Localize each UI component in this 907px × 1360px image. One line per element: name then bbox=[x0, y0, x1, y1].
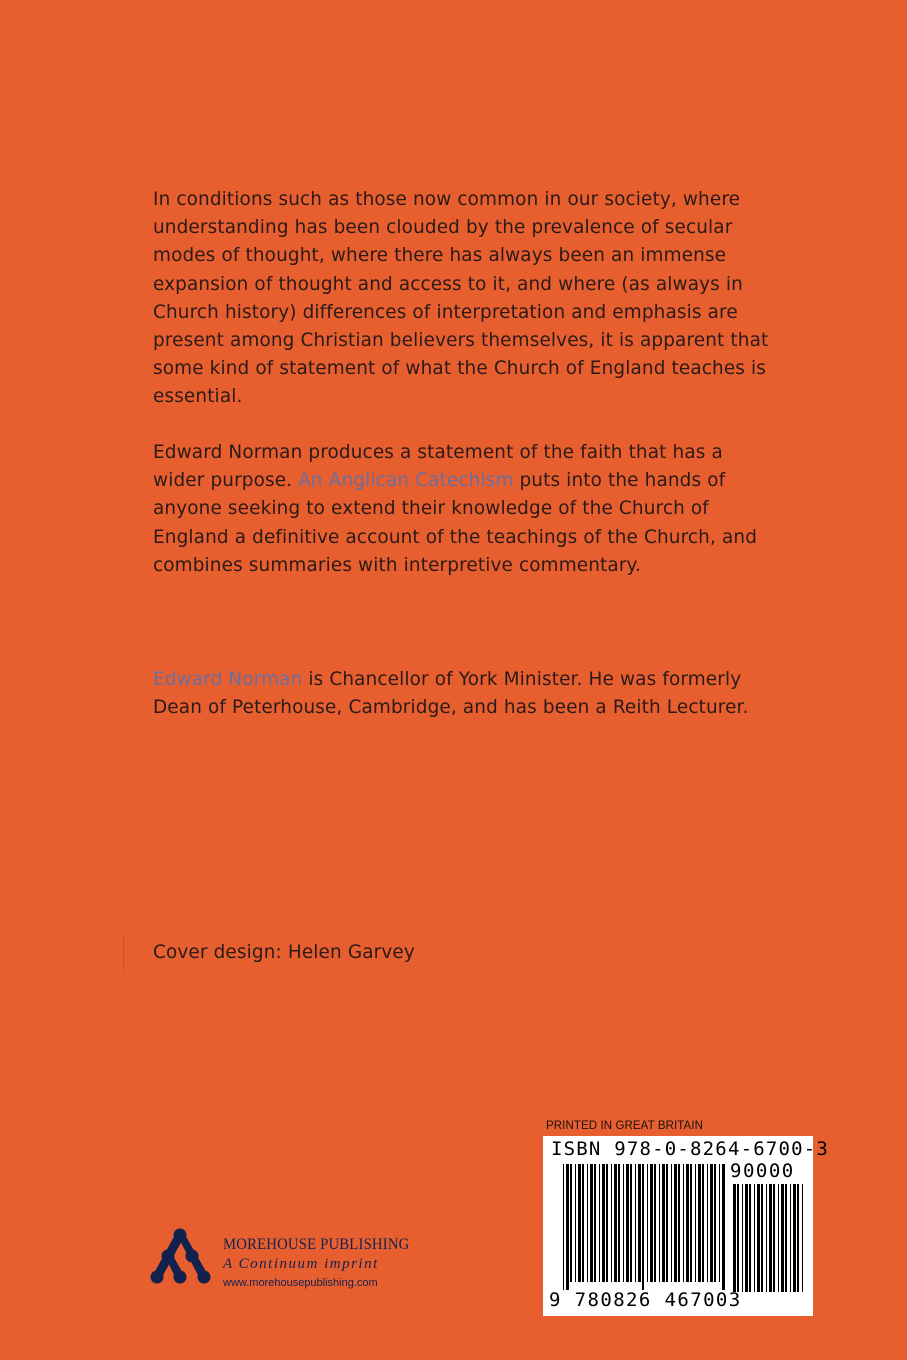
barcode-bar bbox=[702, 1164, 704, 1282]
barcode-bar bbox=[802, 1184, 803, 1292]
printed-in-label: PRINTED IN GREAT BRITAIN bbox=[546, 1120, 704, 1132]
barcode-bar bbox=[714, 1164, 716, 1282]
barcode-bar bbox=[766, 1184, 767, 1292]
barcode-bar bbox=[671, 1164, 672, 1282]
barcode-bar bbox=[570, 1164, 572, 1282]
blurb-paragraph-2 bbox=[153, 439, 773, 580]
barcode-bar bbox=[769, 1184, 772, 1292]
author-bio-text: is Chancellor of York Minister. He was formerly Dean of Peterhouse, Cambridge, and has been a Reith Lecturer. bbox=[153, 669, 749, 719]
publisher-url: www.morehousepublishing.com bbox=[223, 1277, 378, 1289]
barcode-bar bbox=[630, 1164, 632, 1282]
publisher-name: MOREHOUSE PUBLISHING bbox=[223, 1236, 410, 1253]
barcode-bar bbox=[606, 1164, 608, 1282]
barcode-bar bbox=[654, 1164, 656, 1282]
barcode-bar bbox=[647, 1164, 648, 1282]
barcode-bar bbox=[642, 1164, 644, 1290]
isbn-text: ISBN 978-0-8264-6700-3 bbox=[551, 1138, 830, 1160]
barcode-bar bbox=[618, 1164, 620, 1282]
barcode-bar bbox=[578, 1164, 581, 1282]
barcode-label bbox=[543, 1136, 830, 1316]
cover-design-credit: Cover design: Helen Garvey bbox=[153, 942, 415, 963]
barcode-bar bbox=[678, 1164, 680, 1282]
barcode-bar bbox=[690, 1164, 692, 1282]
barcode-bar bbox=[778, 1184, 779, 1292]
barcode-bar bbox=[602, 1164, 605, 1282]
blurb-paragraph-1 bbox=[153, 186, 773, 412]
barcode-bar bbox=[698, 1164, 701, 1282]
barcode-bar bbox=[626, 1164, 629, 1282]
barcode-bar bbox=[733, 1184, 736, 1292]
barcode-bar bbox=[797, 1184, 799, 1292]
barcode-bar bbox=[757, 1184, 760, 1292]
barcode-bar bbox=[785, 1184, 787, 1292]
fold-mark bbox=[123, 935, 124, 971]
barcode-bar bbox=[674, 1164, 677, 1282]
barcode-bar bbox=[737, 1184, 739, 1292]
blurb-paragraph-2-rest: puts into the hands of anyone seeking to extend their knowledge of the Church of England a definitive account of the teachings of the Church, and combines summaries with interpretive commentary. bbox=[153, 470, 758, 576]
barcode-bar bbox=[790, 1184, 791, 1292]
barcode-bar bbox=[594, 1164, 596, 1282]
author-name: Edward Norman bbox=[153, 669, 303, 690]
barcode-bar bbox=[686, 1164, 689, 1282]
author-bio bbox=[153, 666, 793, 722]
barcode-bar bbox=[695, 1164, 696, 1282]
barcode-bar bbox=[582, 1164, 584, 1282]
barcode-bar bbox=[710, 1164, 713, 1282]
barcode-bar bbox=[635, 1164, 636, 1282]
barcode-bar bbox=[566, 1164, 569, 1290]
barcode-bar bbox=[761, 1184, 763, 1292]
price-addon-number: 90000 bbox=[730, 1160, 795, 1182]
barcode-bar bbox=[742, 1184, 743, 1292]
barcode-bar bbox=[773, 1184, 775, 1292]
barcode-bar bbox=[662, 1164, 665, 1282]
barcode-bar bbox=[793, 1184, 796, 1292]
barcode-bar bbox=[749, 1184, 751, 1292]
blurb-paragraph-1-text: In conditions such as those now common in our society, where understanding has been clouded by the prevalence of secular modes of thought, where there has always been an immense expansion of thought and access to it, and where (as always in Church history) differences of interpretation and emphasis are present among Christian believers themselves, it is apparent that some kind of statement of what the Church of England teaches is essential. bbox=[153, 189, 769, 408]
barcode-bar bbox=[781, 1184, 784, 1292]
barcode-bar bbox=[575, 1164, 576, 1282]
barcode-bar bbox=[722, 1164, 725, 1290]
barcode-bar bbox=[659, 1164, 660, 1282]
publisher-logo-icon bbox=[150, 1226, 220, 1296]
barcode-bar bbox=[599, 1164, 600, 1282]
barcode-bar bbox=[590, 1164, 593, 1282]
barcode-bar bbox=[614, 1164, 617, 1282]
book-title: An Anglican Catechism bbox=[298, 470, 514, 492]
barcode-bar bbox=[754, 1184, 755, 1292]
barcode-bar bbox=[623, 1164, 624, 1282]
barcode-bar bbox=[611, 1164, 612, 1282]
barcode-bar bbox=[707, 1164, 708, 1282]
barcode-bar bbox=[683, 1164, 684, 1282]
publisher-imprint: A Continuum imprint bbox=[223, 1256, 379, 1272]
barcode-bar bbox=[719, 1164, 720, 1282]
barcode-bar bbox=[666, 1164, 668, 1282]
blurb-paragraph-2-lead: Edward Norman produces a statement of the faith that has a wider purpose. bbox=[153, 442, 723, 492]
barcode-bar bbox=[650, 1164, 653, 1282]
ean-digits: 9 780826 467003 bbox=[549, 1289, 742, 1311]
barcode-bar bbox=[587, 1164, 588, 1282]
barcode-bar bbox=[745, 1184, 748, 1292]
barcode-bar bbox=[638, 1164, 641, 1282]
barcode-bar bbox=[563, 1164, 564, 1290]
